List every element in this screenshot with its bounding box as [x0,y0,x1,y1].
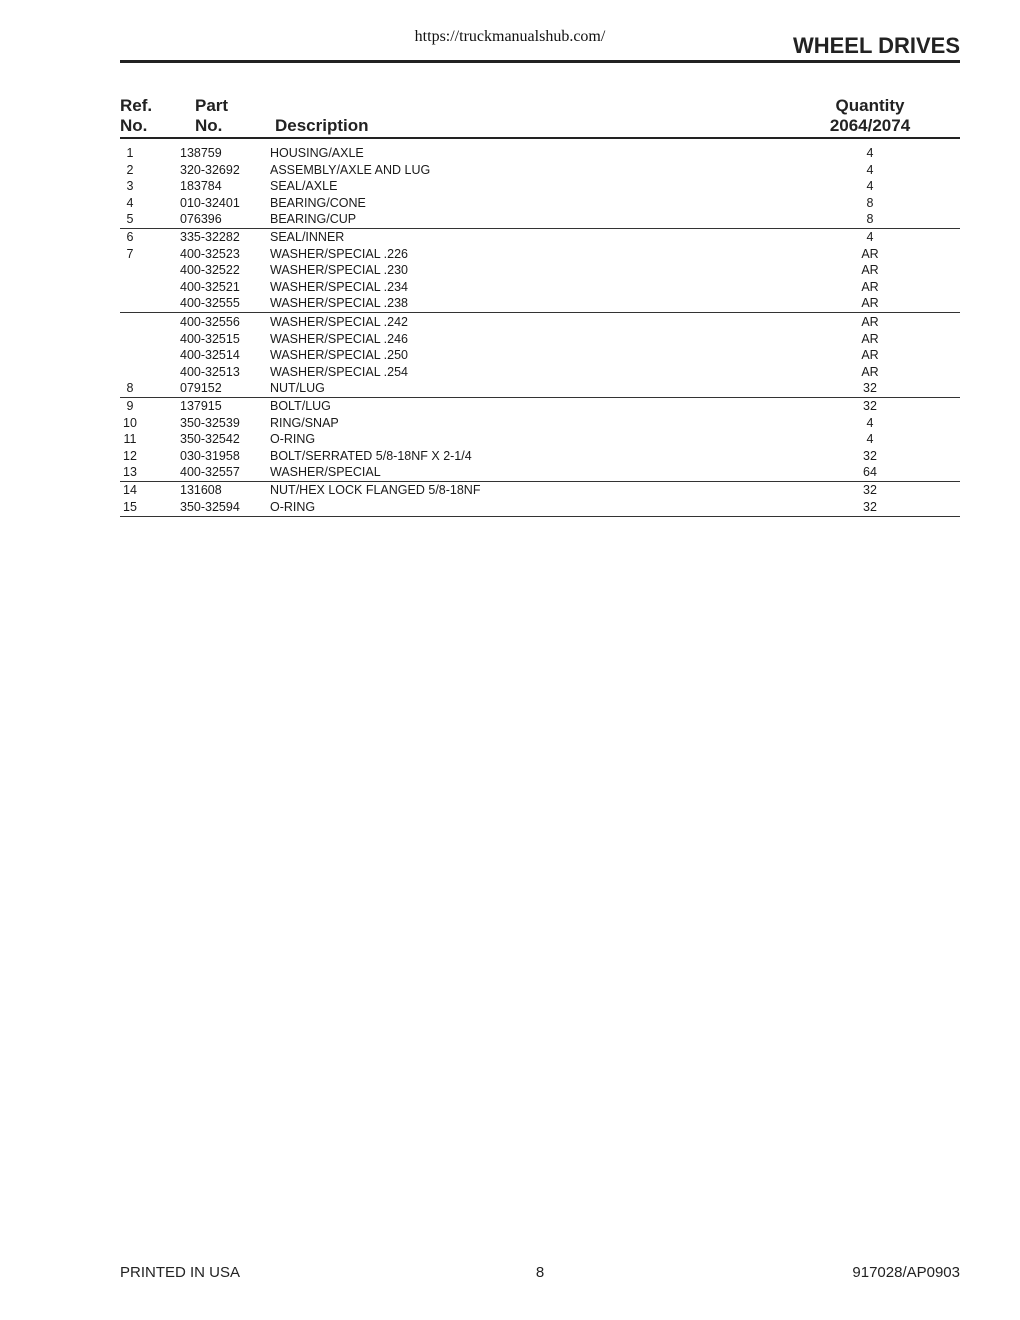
quantity-cell: 4 [866,415,874,430]
ref-header-line2: No. [120,116,148,135]
table-row [120,331,960,348]
quantity-cell: 4 [866,432,874,446]
part-no-cell: 335-32282 [180,230,240,244]
description-cell: SEAL/AXLE [270,179,338,193]
part-no-cell: 350-32539 [180,415,240,430]
table-row [120,262,960,279]
description-cell: BOLT/LUG [270,399,331,413]
ref-header-line1: Ref. [120,96,153,115]
description-cell: NUT/LUG [270,381,325,395]
table-row [120,295,960,312]
ref-no-cell: 12 [123,448,137,463]
ref-no-cell: 2 [126,162,134,177]
quantity-header [810,96,930,136]
part-no-cell: 400-32556 [180,315,240,329]
ref-no-cell: 8 [126,381,134,395]
ref-no-cell: 9 [126,399,134,413]
header-rule [120,60,960,63]
part-header-line1: Part [195,96,229,115]
table-row [120,279,960,296]
description-cell: BOLT/SERRATED 5/8-18NF X 2-1/4 [270,448,472,463]
quantity-cell: AR [861,348,879,362]
quantity-cell: 4 [866,179,874,193]
table-row [120,398,960,415]
description-cell: RING/SNAP [270,415,339,430]
description-cell: WASHER/SPECIAL .234 [270,279,409,294]
table-row [120,314,960,331]
description-cell: WASHER/SPECIAL .226 [270,246,409,261]
quantity-cell: 4 [866,162,874,177]
quantity-cell: 32 [863,499,877,514]
quantity-cell: 64 [863,465,877,479]
parts-group [120,314,960,398]
ref-no-cell: 14 [123,483,137,497]
ref-no-cell: 15 [123,499,137,514]
part-no-cell: 400-32513 [180,364,240,379]
qty-header-line2: 2064/2074 [829,116,911,135]
footer-doc-code: 917028/AP0903 [852,1264,960,1281]
quantity-cell: 32 [863,448,877,463]
quantity-cell: 8 [866,195,874,210]
description-cell: WASHER/SPECIAL .242 [270,315,409,329]
part-no-cell: 030-31958 [180,448,240,463]
description-cell: O-RING [270,432,316,446]
part-no-cell: 400-32522 [180,263,240,277]
description-cell: NUT/HEX LOCK FLANGED 5/8-18NF [270,483,481,497]
quantity-cell: AR [861,246,879,261]
part-no-cell: 183784 [180,179,222,193]
parts-group [120,482,960,517]
part-no-cell: 400-32555 [180,296,240,310]
table-row [120,448,960,465]
part-no-cell: 010-32401 [180,195,240,210]
quantity-cell: AR [861,279,879,294]
group-divider [120,312,960,313]
section-title: WHEEL DRIVES [792,33,960,58]
ref-no-cell: 5 [126,212,134,226]
part-no-cell: 350-32542 [180,432,240,446]
parts-group [120,145,960,229]
part-no-cell: 400-32521 [180,279,240,294]
description-cell: BEARING/CONE [270,195,366,210]
table-row [120,229,960,246]
table-row [120,195,960,212]
part-no-cell: 131608 [180,483,222,497]
table-row [120,482,960,499]
column-header-rule [120,137,960,139]
table-row [120,499,960,516]
part-no-cell: 076396 [180,212,222,226]
quantity-cell: 32 [863,381,877,395]
part-no-header [195,96,228,136]
quantity-cell: 8 [866,212,874,226]
part-header-line2: No. [195,116,223,135]
description-cell: O-RING [270,499,316,514]
table-row [120,178,960,195]
description-cell: ASSEMBLY/AXLE AND LUG [270,162,431,177]
part-no-cell: 400-32523 [180,246,240,261]
table-row [120,415,960,432]
quantity-cell: AR [861,315,879,329]
source-url: https://truckmanualshub.com/ [414,28,606,45]
description-cell: WASHER/SPECIAL .246 [270,331,409,346]
part-no-cell: 320-32692 [180,162,240,177]
description-cell: BEARING/CUP [270,212,357,226]
part-no-cell: 400-32557 [180,465,240,479]
part-no-cell: 079152 [180,381,222,395]
table-row [120,364,960,381]
description-cell: WASHER/SPECIAL .238 [270,296,409,310]
quantity-cell: 4 [866,230,874,244]
page-number: 8 [535,1264,545,1281]
table-row [120,464,960,481]
part-no-cell: 350-32594 [180,499,240,514]
table-row [120,347,960,364]
ref-no-cell: 10 [123,415,137,430]
table-row [120,431,960,448]
description-cell: WASHER/SPECIAL .250 [270,348,409,362]
description-cell: WASHER/SPECIAL .254 [270,364,409,379]
description-cell: WASHER/SPECIAL [270,465,381,479]
ref-no-header [120,96,152,136]
parts-group [120,398,960,482]
ref-no-cell: 3 [126,179,134,193]
table-row [120,246,960,263]
quantity-cell: 32 [863,399,877,413]
quantity-cell: AR [861,296,879,310]
table-row [120,380,960,397]
table-row [120,211,960,228]
description-cell: HOUSING/AXLE [270,146,364,160]
description-cell: WASHER/SPECIAL .230 [270,263,409,277]
quantity-cell: 4 [866,146,874,160]
ref-no-cell: 1 [126,146,134,160]
quantity-cell: AR [861,364,879,379]
quantity-cell: 32 [863,483,877,497]
part-no-cell: 137915 [180,399,222,413]
ref-no-cell: 4 [126,195,134,210]
ref-no-cell: 7 [126,246,134,261]
table-row [120,162,960,179]
part-no-cell: 138759 [180,146,222,160]
ref-no-cell: 11 [123,432,137,446]
ref-no-cell: 13 [123,465,137,479]
quantity-cell: AR [861,331,879,346]
table-row [120,145,960,162]
group-divider [120,516,960,517]
qty-header-line1: Quantity [835,96,905,115]
quantity-cell: AR [861,263,879,277]
ref-no-cell: 6 [126,230,134,244]
part-no-cell: 400-32515 [180,331,240,346]
footer-printed: PRINTED IN USA [120,1264,241,1281]
description-cell: SEAL/INNER [270,230,345,244]
parts-group [120,229,960,313]
part-no-cell: 400-32514 [180,348,240,362]
description-header: Description [275,116,369,135]
